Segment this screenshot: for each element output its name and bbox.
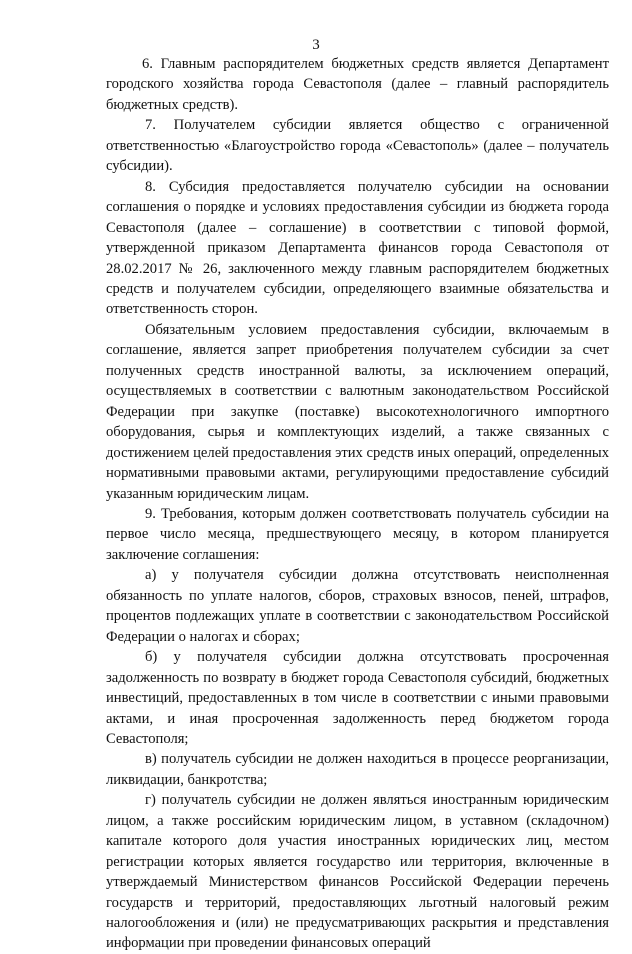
- requirement-c-reorganization: в) получатель субсидии не должен находиться в процессе реорганизации, ликвидации, банкротства;: [106, 751, 609, 788]
- requirement-d-foreign-entity: г) получатель субсидии не должен являться иностранным юридическим лицом, а также российским юридическим лицом, в уставном (складочном) капитале которого доля участия иностранных юридических лиц, местом регистрации которых является государство или территория, включенные в утверждаемый Министерством финансов Российской Федерации перечень государств и территорий, предоставляющих льготный налоговый режим налогообложения и (или) не предусматривающих раскрытия и представления информации при проведении финансовых операций: [106, 792, 609, 952]
- requirement-b-debt: б) у получателя субсидии должна отсутствовать просроченная задолженность по возврату в бюджет города Севастополя субсидий, бюджетных инвестиций, предоставленных в том числе в соответствии с иными правовыми актами, и иная просроченная задолженность перед бюджетом города Севастополя;: [106, 649, 609, 747]
- requirement-a-taxes: а) у получателя субсидии должна отсутствовать неисполненная обязанность по уплате налогов, сборов, страховых взносов, пеней, штрафов, процентов подлежащих уплате в соответствии с законодательством Российской Федерации о налогах и сборах;: [106, 567, 609, 645]
- paragraph-6-budget-manager: 6. Главным распорядителем бюджетных средств является Департамент городского хозяйства города Севастополя (далее – главный распорядитель бюджетных средств).: [106, 56, 609, 113]
- paragraph-7-subsidy-recipient: 7. Получателем субсидии является общество с ограниченной ответственностью «Благоустройство города «Севастополь» (далее – получатель субсидии).: [106, 117, 609, 175]
- page-number: 3: [312, 37, 320, 53]
- paragraph-9-requirements: 9. Требования, которым должен соответствовать получатель субсидии на первое число месяца, предшествующего месяцу, в котором планируется заключение соглашения:: [106, 505, 609, 563]
- paragraph-8-subsidy-agreement: 8. Субсидия предоставляется получателю субсидии на основании соглашения о порядке и условиях предоставления субсидии из бюджета города Севастополя (далее – соглашение) в соответствии с типовой формой, утвержденной приказом Департамента финансов города Севастополя от 28.02.2017 № 26, заключенного между главным распорядителем бюджетных средств и получателем субсидии, определяющего взаимные обязательства и ответственность сторон.: [106, 178, 609, 318]
- paragraph-mandatory-condition: Обязательным условием предоставления субсидии, включаемым в соглашение, является запрет приобретения получателем субсидии за счет полученных средств иностранной валюты, за исключением операций, осуществляемых в соответствии с валютным законодательством Российской Федерации при закупке (поставке) высокотехнологичного импортного оборудования, сырья и комплектующих изделий, а также связанных с достижением целей предоставления этих средств иных операций, определенных нормативными правовыми актами, регулирующими предоставление субсидий указанным юридическим лицам.: [106, 321, 609, 502]
- document-body: [106, 54, 609, 954]
